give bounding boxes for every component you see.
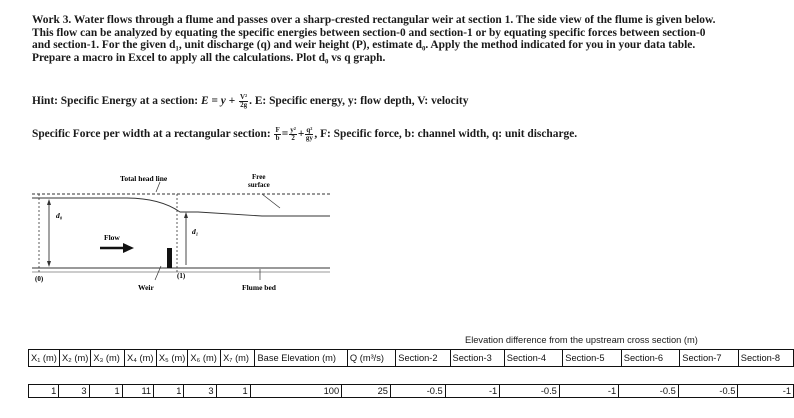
table-cell: 1: [154, 385, 184, 398]
table-cell: 1: [89, 385, 122, 398]
column-header: Section-3: [450, 350, 504, 367]
label-weir: Weir: [138, 283, 154, 292]
table-cell: 1: [29, 385, 59, 398]
header-row: [29, 350, 794, 367]
q-den: gy: [305, 134, 313, 142]
problem-statement: [32, 14, 722, 64]
velocity-head-fraction: [239, 94, 248, 109]
f-num: F: [275, 126, 280, 134]
y-num: y²: [290, 126, 296, 134]
q2-over-gy-fraction: [305, 127, 313, 142]
column-header: X₃ (m): [91, 350, 125, 367]
hint-force-suffix: , F: Specific force, b: channel width, q: unit discharge.: [314, 128, 578, 141]
column-header: X₁ (m): [29, 350, 60, 367]
column-header: Base Elevation (m): [255, 350, 347, 367]
f-den: b: [275, 134, 280, 142]
y-den: 2: [291, 134, 295, 142]
column-header: X₄ (m): [124, 350, 156, 367]
equals-sign: =: [281, 128, 289, 141]
free-surface-line: [32, 198, 330, 216]
flow-arrow-head: [123, 243, 134, 253]
elevation-group-header: Elevation difference from the upstream cross section (m): [465, 335, 698, 345]
column-header: Section-8: [738, 350, 793, 367]
label-section-1: (1): [177, 272, 186, 280]
d0-arrow-down: [47, 261, 51, 267]
label-d1: d₁: [192, 227, 199, 236]
table-cell: 3: [184, 385, 216, 398]
f-over-b-fraction: [274, 127, 280, 142]
label-surface: surface: [248, 181, 270, 189]
label-flow: Flow: [104, 233, 120, 242]
column-header: Q (m³/s): [347, 350, 395, 367]
table-cell: -1: [559, 385, 618, 398]
column-header: Section-2: [396, 350, 450, 367]
table-cell: -1: [738, 385, 794, 398]
y2-over-2-fraction: [289, 127, 297, 142]
label-section-0: (0): [35, 275, 44, 283]
column-header: Section-6: [621, 350, 680, 367]
column-header: Section-7: [680, 350, 739, 367]
frac-num: V²: [239, 93, 248, 101]
column-header: X₂ (m): [59, 350, 90, 367]
label-total-head-line: Total head line: [120, 174, 168, 183]
table-cell: -0.5: [678, 385, 738, 398]
d1-arrow-up: [184, 212, 188, 218]
specific-force-hint: [32, 127, 722, 142]
table-cell: 100: [250, 385, 341, 398]
specific-energy-hint: [32, 94, 722, 109]
table-cell: -0.5: [500, 385, 560, 398]
q-num: q²: [306, 126, 313, 134]
table-cell: 1: [216, 385, 250, 398]
frac-den: 2g: [240, 101, 248, 109]
problem-text: Water flows through a flume and passes over a sharp-crested rectangular weir at section 1. The side view of the flume is given below. This flow can be analyzed by equating the specific energies between section-0 and section-1 or by equating specific forces between section-0 and section-1. For the given d₁, unit discharge (q) and weir height (P), estimate d₀. Apply the method indicated for you in your data table. Prepare a macro in Excel to apply all the calculations. Plot d₀ vs q graph.: [32, 14, 716, 64]
column-header: X₆ (m): [188, 350, 221, 367]
problem-label: Work 3.: [32, 14, 72, 26]
data-table-values: [28, 384, 794, 398]
table-cell: -1: [445, 385, 500, 398]
hint-force-prefix: Specific Force per width at a rectangular section:: [32, 128, 274, 141]
d0-arrow-up: [47, 199, 51, 205]
table-cell: -0.5: [619, 385, 679, 398]
head-line-leader: [156, 182, 160, 192]
label-d0: d₀: [56, 211, 63, 220]
column-header: X₇ (m): [221, 350, 255, 367]
hint-energy-lhs: E = y +: [200, 95, 236, 108]
label-free: Free: [252, 173, 266, 181]
data-table-header: [28, 349, 794, 367]
table-cell: 25: [342, 385, 391, 398]
column-header: X₅ (m): [156, 350, 187, 367]
column-header: Section-5: [563, 350, 622, 367]
flume-diagram: [30, 168, 330, 300]
column-header: Section-4: [504, 350, 563, 367]
label-flume-bed: Flume bed: [242, 283, 276, 292]
table-cell: 3: [59, 385, 89, 398]
table-cell: 11: [122, 385, 153, 398]
table-cell: -0.5: [390, 385, 445, 398]
hint-energy-suffix: . E: Specific energy, y: flow depth, V: velocity: [249, 95, 469, 108]
plus-sign: +: [297, 128, 305, 141]
weir-plate: [167, 248, 172, 268]
value-row: [29, 385, 794, 398]
hint-energy-prefix: Hint: Specific Energy at a section:: [32, 95, 201, 108]
surface-leader: [262, 194, 280, 208]
